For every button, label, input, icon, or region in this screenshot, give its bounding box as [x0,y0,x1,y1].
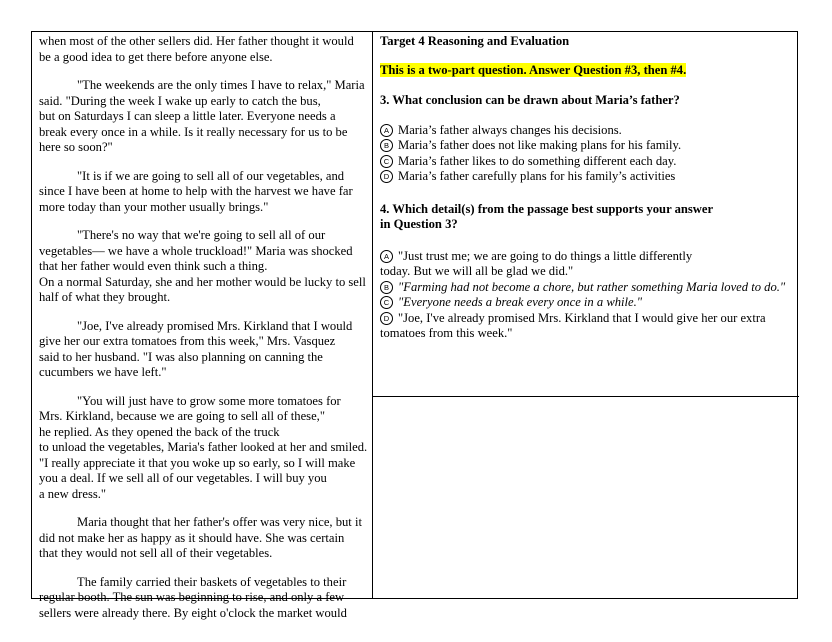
option-c-circle-icon: C [380,296,393,309]
passage-paragraph-8: The family carried their baskets of vegetables to their regular booth. The sun was beginning to rise, and only a few sellers were already there. By eight o'clock the market would [39,574,347,620]
passage-paragraph-7: Maria thought that her father's offer was very nice, but it did not make her as happy as it should have. She was certain that they would not sell all of their vegetables. [39,515,362,560]
q4-option-d[interactable]: D "Joe, I've already promised Mrs. Kirkland that I would give her our extra tomatoes from this week." [380,310,766,340]
questions-column [380,34,792,342]
q4-option-c[interactable]: C "Everyone needs a break every once in a while." [380,295,792,311]
q4-option-a[interactable]: A "Just trust me; we are going to do things a little differently today. But we will all be glad we did." [380,248,693,278]
option-a-circle-icon: A [380,124,393,137]
question-3-options [380,123,792,185]
option-c-circle-icon: C [380,155,393,168]
option-d-circle-icon: D [380,170,393,183]
target-heading: Target 4 Reasoning and Evaluation [380,34,570,48]
passage-paragraph-4: "There's no way that we're going to sell all of our vegetables— we have a whole truckload!" Maria was shocked that her father would even think such a thing. On a normal Saturday, she and her mother would be lucky to sell half of what they brought. [39,228,366,304]
option-b-circle-icon: B [380,139,393,152]
q3-option-c[interactable]: C Maria’s father likes to do something different each day. [380,154,792,170]
option-a-circle-icon: A [380,250,393,263]
q3-option-b[interactable]: B Maria’s father does not like making plans for his family. [380,138,792,154]
q3-option-d[interactable]: D Maria’s father carefully plans for his family’s activities [380,169,792,185]
passage-paragraph-3: "It is if we are going to sell all of our vegetables, and since I have been at home to help with the harvest we have far more today than your mother usually brings." [39,168,353,214]
page-table [31,31,798,620]
row-divider [372,396,799,397]
column-divider [372,32,373,598]
q3-option-a[interactable]: A Maria’s father always changes his decisions. [380,123,792,139]
question-4-stem: 4. Which detail(s) from the passage best supports your answer in Question 3? [380,201,714,231]
passage-paragraph-5: "Joe, I've already promised Mrs. Kirkland that I would give her our extra tomatoes from this week," Mrs. Vasquez said to her husband. "I was also planning on canning the cucumbers we have left." [39,318,353,379]
passage-paragraph-1: when most of the other sellers did. Her father thought it would be a good idea to get there before anyone else. [39,34,354,64]
option-d-circle-icon: D [380,312,393,325]
passage-column [39,34,369,634]
question-4-options [380,249,792,342]
q4-option-b[interactable]: B "Farming had not become a chore, but rather something Maria loved to do." [380,280,792,296]
option-b-circle-icon: B [380,281,393,294]
question-3-stem: 3. What conclusion can be drawn about Maria’s father? [380,93,680,107]
passage-paragraph-2: "The weekends are the only times I have to relax," Maria said. "During the week I wake up early to catch the bus, but on Saturdays I can sleep a little later. Everyone needs a break every once in a while. Is it really necessary for us to be here so soon?" [39,78,365,154]
instruction-highlight: This is a two-part question. Answer Question #3, then #4. [380,62,687,77]
passage-paragraph-6: "You will just have to grow some more tomatoes for Mrs. Kirkland, because we are going to sell all of these," he replied. As they opened the back of the truck to unload the vegetables, Maria's father looked at her and smiled. "I really appreciate it that you woke up so early, so I will make you a deal. If we sell all of our vegetables. I will buy you a new dress." [39,393,368,501]
